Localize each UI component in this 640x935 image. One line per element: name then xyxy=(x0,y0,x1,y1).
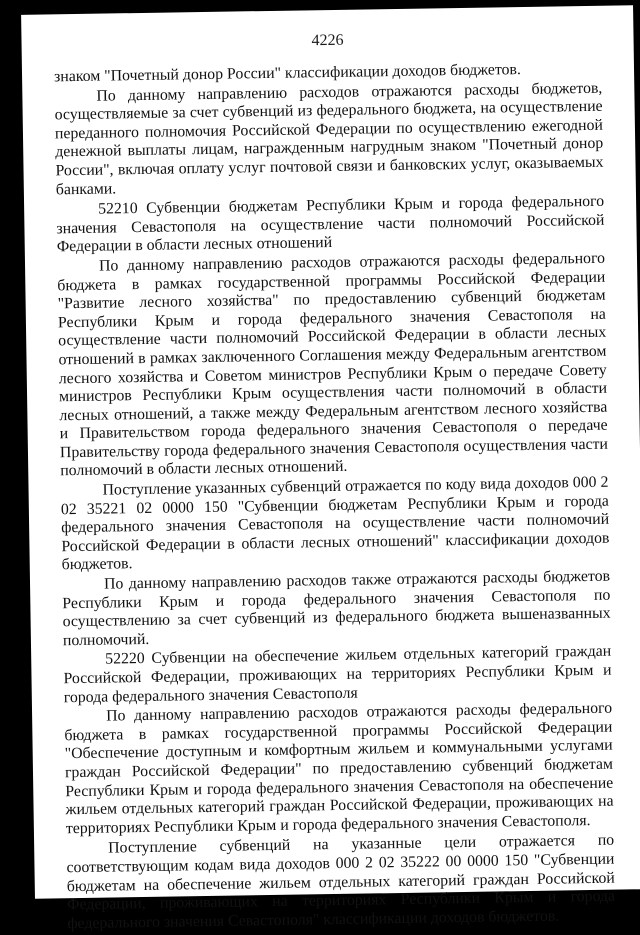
document-body xyxy=(54,60,616,935)
paragraph-continuation: знаком "Почетный донор России" классификации доходов бюджетов. xyxy=(53,61,522,86)
paragraph-forest-subventions: По данному направлению расходов отражаются расходы федерального бюджета в рамках государственной программы Российской Федерации "Развитие лесного хозяйства" по предоставлению субвенций бюджетам Республики Крым и города федерального значения Севастополя на осуществление части полномочий Российской Федерации в области лесных отношений в рамках заключенного Соглашения между Федеральным агентством лесного хозяйства и Советом министров Республики Крым о передаче Совету министров Республики Крым осуществления части полномочий в области лесных отношений, а также между Федеральным агентством лесного хозяйства и Правительством города федерального значения Севастополя о передаче Правительству города федерального значения Севастополя осуществления части полномочий в области лесных отношений. xyxy=(57,249,609,480)
document-page xyxy=(21,5,640,932)
page-number: 4226 xyxy=(311,31,344,50)
section-heading-52210: 52210 Субвенции бюджетам Республики Крым и города федерального значения Севастополя на осуществление части полномочий Российской Федерации в области лесных отношений xyxy=(56,192,605,256)
paragraph-forest-income-code: Поступление указанных субвенций отражается по коду вида доходов 000 2 02 35221 02 0000 150 "Субвенции бюджетам Республики Крым и города федерального значения Севастополя на осуществление части полномочий Российской Федерации в области лесных отношений" классификации доходов бюджетов. xyxy=(60,473,610,574)
section-heading-52220: 52220 Субвенции на обеспечение жильем отдельных категорий граждан Российской Федерации, проживающих на территориях Республики Крым и города федерального значения Севастополя xyxy=(63,643,612,706)
paragraph-housing-subventions: По данному направлению расходов отражаются расходы федерального бюджета в рамках государственной программы Российской Федерации "Обеспечение доступным и комфортным жильем и коммунальными услугами граждан Российской Федерации" по предоставлению субвенций бюджетам Республики Крым и города федерального значения Севастополя на обеспечение жильем отдельных категорий граждан Российской Федерации, проживающих на территориях Республики Крым и города федерального значения Севастополя. xyxy=(64,699,614,838)
paragraph-donor-payment: По данному направлению расходов отражаются расходы бюджетов, осуществляемые за счет субвенций из федерального бюджета, на осуществление переданного полномочия Российской Федерации по осуществлению ежегодной денежной выплаты лицам, награжденным нагрудным знаком "Почетный донор России", включая оплату услуг почтовой связи и банковских услуг, оказываемых банками. xyxy=(54,79,604,198)
paragraph-housing-income-code: Поступление субвенций на указанные цели отражается по соответствующим кодам вида доходов 000 2 02 35222 00 0000 150 "Субвенции бюджетам на обеспечение жильем отдельных категорий граждан Российской Федерации, проживающих на территориях Республики Крым и города федерального значения Севастополя" классификации доходов бюджетов. xyxy=(66,831,616,932)
paragraph-forest-regional-expenses: По данному направлению расходов также отражаются расходы бюджетов Республики Крым и города федерального значения Севастополя по осуществлению за счет субвенций из федерального бюджета вышеназванных полномочий. xyxy=(62,567,611,650)
